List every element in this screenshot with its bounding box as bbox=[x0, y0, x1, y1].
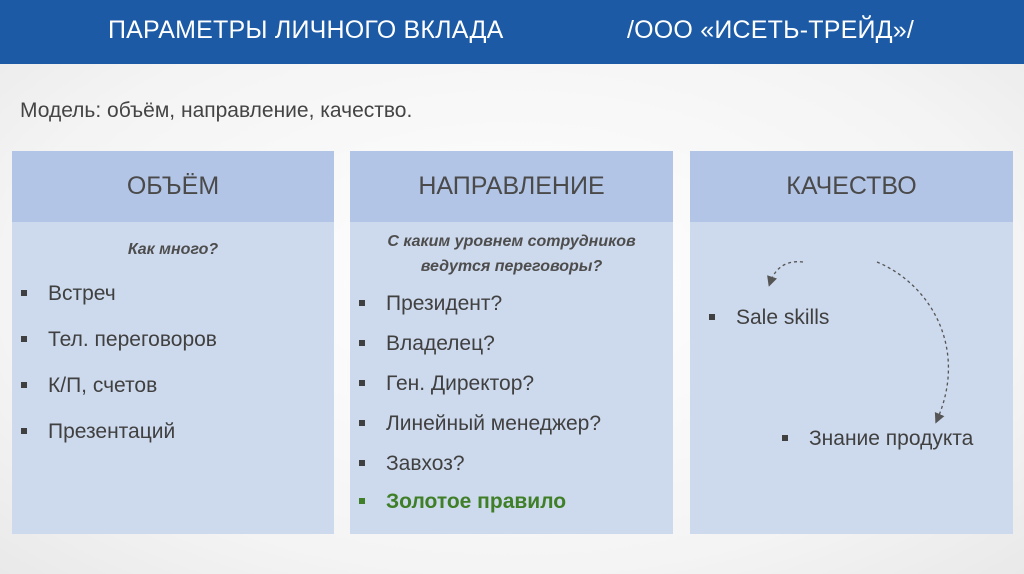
column-heading-volume: ОБЪЁМ bbox=[12, 151, 334, 222]
column-heading-quality: КАЧЕСТВО bbox=[690, 151, 1013, 222]
list-item: Тел. переговоров bbox=[12, 327, 217, 373]
list-item: Линейный менеджер? bbox=[350, 411, 601, 451]
column-heading-direction: НАПРАВЛЕНИЕ bbox=[350, 151, 673, 222]
golden-rule-item: Золотое правило bbox=[350, 489, 601, 529]
question-volume: Как много? bbox=[127, 241, 219, 258]
list-item: Завхоз? bbox=[350, 451, 601, 489]
arrow-curve-large bbox=[877, 262, 948, 420]
arrow-curve-small bbox=[770, 262, 803, 283]
slide-title: ПАРАМЕТРЫ ЛИЧНОГО ВКЛАДА bbox=[108, 16, 504, 44]
model-subtitle: Модель: объём, направление, качество. bbox=[20, 99, 413, 122]
skill-item-sale-skills: Sale skills bbox=[709, 306, 829, 330]
list-item: Президент? bbox=[350, 291, 601, 331]
company-name: /ООО «ИСЕТЬ-ТРЕЙД»/ bbox=[627, 16, 915, 44]
list-item: К/П, счетов bbox=[12, 373, 217, 419]
question-direction-line1: С каким уровнем сотрудников bbox=[387, 233, 636, 250]
list-item: Владелец? bbox=[350, 331, 601, 371]
skill-item-product-knowledge: Знание продукта bbox=[782, 427, 973, 451]
list-item: Встреч bbox=[12, 281, 217, 327]
question-direction-line2: ведутся переговоры? bbox=[420, 258, 603, 275]
list-item: Презентаций bbox=[12, 419, 217, 465]
list-item: Ген. Директор? bbox=[350, 371, 601, 411]
